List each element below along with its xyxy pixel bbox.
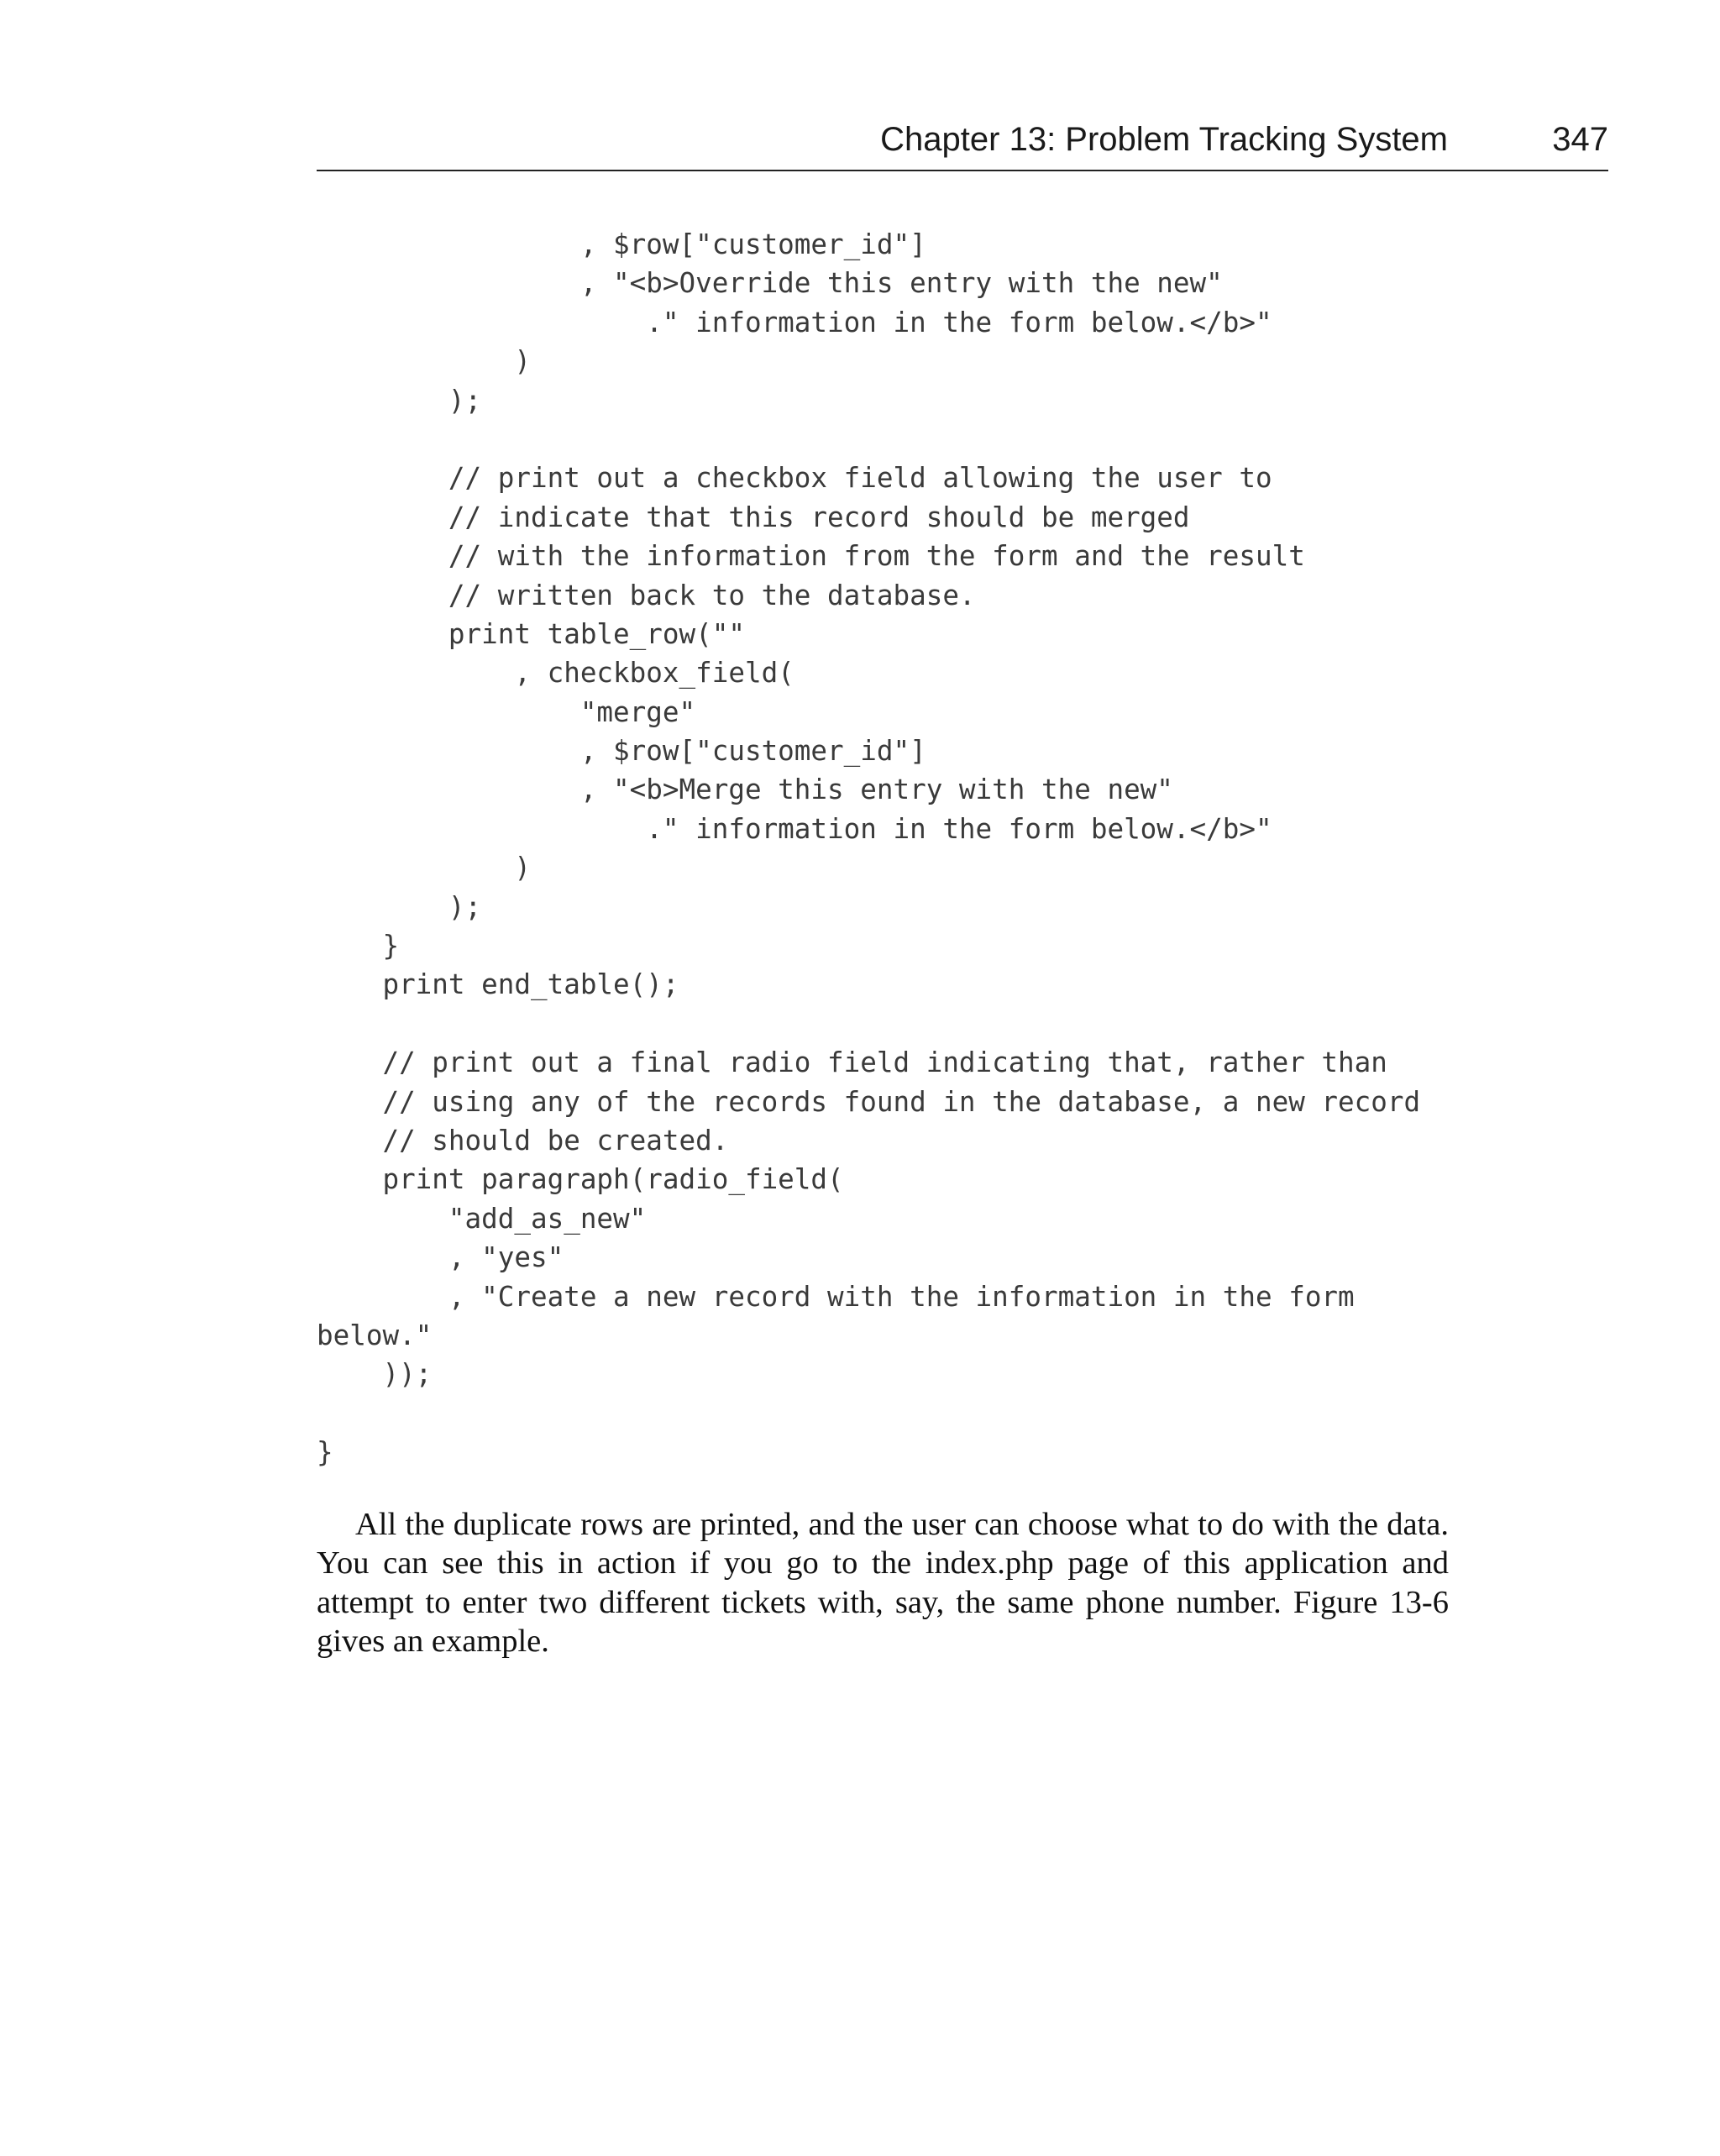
code-line: , "<b>Merge this entry with the new" (317, 774, 1173, 806)
code-line: // print out a final radio field indicating that, rather than (317, 1047, 1387, 1079)
code-line: // print out a checkbox field allowing the user to (317, 462, 1272, 495)
code-line: print paragraph(radio_field( (317, 1163, 844, 1196)
code-line: print table_row("" (317, 617, 745, 650)
code-listing (317, 225, 1627, 1472)
code-line: ); (317, 384, 482, 417)
code-line: , $row["customer_id"] (317, 735, 926, 768)
code-line: "add_as_new" (317, 1202, 647, 1235)
code-line (317, 420, 1627, 459)
code-line: below." (317, 1319, 433, 1351)
code-line: // using any of the records found in the database, a new record (317, 1085, 1421, 1118)
code-line (317, 1005, 1627, 1043)
code-line: ); (317, 890, 482, 923)
code-line: print end_table(); (317, 968, 679, 1001)
code-line: ." information in the form below.</b>" (317, 306, 1272, 338)
page-header (317, 116, 1608, 171)
code-line: ) (317, 345, 531, 378)
code-line: // with the information from the form and the result (317, 540, 1305, 573)
code-line: , "Create a new record with the information in the form (317, 1280, 1355, 1313)
code-line (317, 1394, 1627, 1433)
code-line: // indicate that this record should be merged (317, 501, 1190, 533)
code-line: } (317, 1436, 333, 1469)
chapter-title: Chapter 13: Problem Tracking System (880, 121, 1448, 158)
code-line: "merge" (317, 695, 696, 728)
code-line: // written back to the database. (317, 579, 976, 611)
code-line: , "yes" (317, 1241, 564, 1274)
code-line: ) (317, 852, 531, 884)
page-number: 347 (1552, 121, 1608, 158)
code-line: , $row["customer_id"] (317, 228, 926, 260)
code-line: , "<b>Override this entry with the new" (317, 267, 1223, 300)
code-line: ." information in the form below.</b>" (317, 812, 1272, 845)
code-line: // should be created. (317, 1124, 729, 1157)
code-line: )); (317, 1358, 433, 1391)
code-line: } (317, 930, 400, 963)
body-paragraph: All the duplicate rows are printed, and the user can choose what to do with the data. You can see this in action if you go to the index.php page of this application and attempt to enter two different tickets with, say, the same phone number. Figure 13-6 gives an example. (317, 1507, 1449, 1660)
code-line: , checkbox_field( (317, 657, 794, 690)
